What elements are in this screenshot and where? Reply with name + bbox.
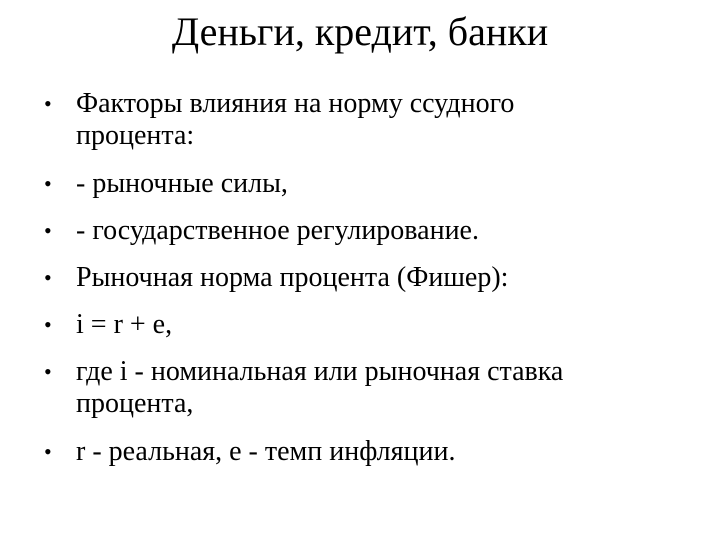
slide-title: Деньги, кредит, банки	[171, 9, 549, 54]
bullet-dot-icon: •	[44, 312, 52, 337]
bullet-item	[0, 262, 720, 294]
bullet-text: Рыночная норма процента (Фишер):	[76, 262, 509, 293]
bullet-dot-icon: •	[44, 265, 52, 290]
bullet-list	[0, 88, 720, 483]
bullet-dot-icon: •	[44, 359, 52, 384]
bullet-item	[0, 215, 720, 247]
bullet-item	[0, 309, 720, 341]
bullet-dot-icon: •	[44, 439, 52, 464]
bullet-text: i = r + e,	[76, 309, 173, 340]
bullet-item	[0, 88, 720, 152]
bullet-text: - государственное регулирование.	[76, 215, 479, 246]
bullet-dot-icon: •	[44, 171, 52, 196]
bullet-item	[0, 168, 720, 200]
bullet-text: Факторы влияния на норму ссудного процента:	[76, 88, 515, 151]
bullet-dot-icon: •	[44, 91, 52, 116]
bullet-text: - рыночные силы,	[76, 168, 288, 199]
bullet-text: где i - номинальная или рыночная ставка процента,	[76, 356, 564, 419]
bullet-item	[0, 436, 720, 468]
bullet-item	[0, 356, 720, 420]
bullet-text: r - реальная, e - темп инфляции.	[76, 436, 456, 467]
bullet-dot-icon: •	[44, 218, 52, 243]
